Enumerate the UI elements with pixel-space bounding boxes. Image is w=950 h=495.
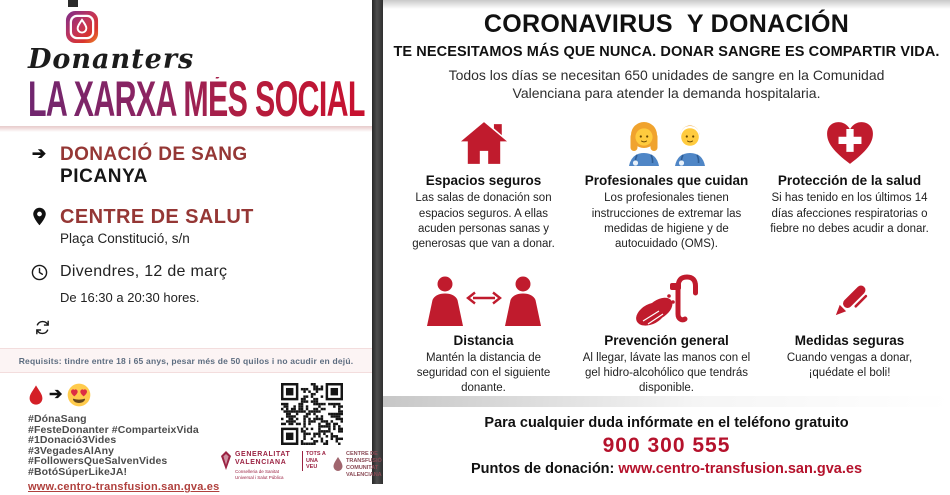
distance-icon <box>423 276 545 326</box>
event-day: Divendres, 12 de març <box>60 263 228 281</box>
health-workers-icon <box>621 120 713 166</box>
hashtag-line: #FesteDonanter #ComparteixVida <box>28 423 199 436</box>
card-title: Prevención general <box>604 333 729 349</box>
event-address: Plaça Constitució, s/n <box>60 231 190 247</box>
coronavirus-info-panel <box>383 0 950 484</box>
generalitat-valenciana-logo <box>220 451 295 480</box>
website-link[interactable]: www.centro-transfusion.san.gva.es <box>28 481 220 494</box>
centre-transfusio-icon <box>333 457 343 473</box>
hashtag-line: #3VegadesAlAny <box>28 444 115 457</box>
contact-footer <box>383 415 950 477</box>
card-body: Los profesionales tienen instrucciones de extremar las medidas de higiene y de autocuidado (OMS). <box>591 192 742 250</box>
refresh-icon <box>34 319 51 336</box>
centre-line1: CENTRE DE TRANSFUSIÓ <box>346 451 382 464</box>
event-hours: De 16:30 a 20:30 hores. <box>60 290 200 306</box>
coronavirus-header <box>383 0 950 102</box>
card-title: Medidas seguras <box>794 333 905 349</box>
arrow-icon: ➔ <box>49 386 63 404</box>
donation-points-label: Puntos de donación: <box>470 461 615 477</box>
event-heading: DONACIÓ DE SANG <box>60 144 248 166</box>
clock-icon <box>31 264 48 281</box>
fold-shadow <box>383 396 950 407</box>
card-body: Mantén la distancia de seguridad con el siguiente donante. <box>416 352 551 395</box>
hand-washing-icon <box>631 274 703 326</box>
info-cards-grid <box>383 102 950 396</box>
event-flyer-panel <box>0 0 382 494</box>
card-title: Profesionales que cuidan <box>584 173 749 189</box>
event-details <box>0 132 372 336</box>
card-title: Distancia <box>453 333 514 349</box>
location-pin-icon <box>32 207 47 226</box>
arrow-icon: ➔ <box>31 144 47 164</box>
card-body: Al llegar, lávate las manos con el gel hidro-alcohólico que tendrás disponible. <box>582 352 751 395</box>
qr-code <box>281 383 343 445</box>
pen-icon <box>825 276 875 326</box>
house-icon <box>458 120 510 166</box>
info-card-prevencion <box>578 274 755 397</box>
flyer-footer <box>0 373 382 495</box>
card-body: Las salas de donación son espacios seguros. A ellas acuden personas sanas y generosas que van a donar. <box>412 192 555 250</box>
hashtag-line: #DónaSang <box>28 413 87 426</box>
generalitat-crest-icon <box>220 451 232 471</box>
card-body: Si has tenido en los últimos 14 días afecciones respiratorias o fiebre no debes acudir a donar. <box>770 192 929 235</box>
generalitat-line1: GENERALITAT <box>235 451 291 459</box>
top-shadow <box>383 0 950 9</box>
info-card-medidas-seguras <box>761 274 938 397</box>
brand-name: Donanters <box>28 44 195 75</box>
blood-drop-icon <box>28 384 44 406</box>
hashtag-line: #BotóSúperLikeJA! <box>28 465 128 478</box>
requirements-note: Requisits: tindre entre 18 i 65 anys, pesar més de 50 quilos i no acudir en dejú. <box>0 348 372 373</box>
brand-tagline: LA XARXA MÉS SOCIAL <box>28 70 366 127</box>
cropped-edge-fragment <box>68 0 78 7</box>
brand-block <box>0 0 372 127</box>
institution-logos <box>220 451 404 480</box>
centre-line2: COMUNITAT VALENCIANA <box>346 464 382 478</box>
generalitat-subtitle: Conselleria de Sanitat Universal i Salut Pública <box>235 469 284 480</box>
event-city: PICANYA <box>60 166 148 188</box>
page-title: CORONAVIRUS Y DONACIÓN <box>483 10 850 38</box>
emoji-row <box>28 382 220 408</box>
card-title: Protección de la salud <box>777 173 922 189</box>
heart-cross-icon <box>825 120 875 166</box>
instagram-drop-icon <box>65 10 99 44</box>
contact-info-text: Para cualquier duda infórmate en el teléfono gratuito <box>484 415 849 431</box>
tots-a-una-veu-logo: TOTS A UNA VEU <box>302 451 326 471</box>
info-card-profesionales <box>578 114 755 252</box>
hashtag-line: #1Donació3Vides <box>28 434 117 447</box>
intro-text: Todos los días se necesitan 650 unidades de sangre en la Comunidad Valenciana para atender la demanda hospitalaria. <box>448 67 885 102</box>
generalitat-line2: VALENCIANA <box>235 459 287 467</box>
info-card-espacios-seguros <box>395 114 572 252</box>
page-subtitle: TE NECESITAMOS MÁS QUE NUNCA. DONAR SANGRE ES COMPARTIR VIDA. <box>393 44 940 60</box>
card-body: Cuando vengas a donar, ¡quédate el boli! <box>786 352 913 380</box>
donation-points-link[interactable]: www.centro-transfusion.san.gva.es <box>618 461 863 477</box>
info-card-proteccion-salud <box>761 114 938 252</box>
phone-number: 900 300 555 <box>602 434 731 457</box>
card-title: Espacios seguros <box>425 173 542 189</box>
event-venue: CENTRE DE SALUT <box>60 206 254 229</box>
hashtag-line: #FollowersQueSalvenVides <box>28 455 168 468</box>
heart-eyes-emoji-icon <box>67 383 91 407</box>
info-card-distancia <box>395 274 572 397</box>
